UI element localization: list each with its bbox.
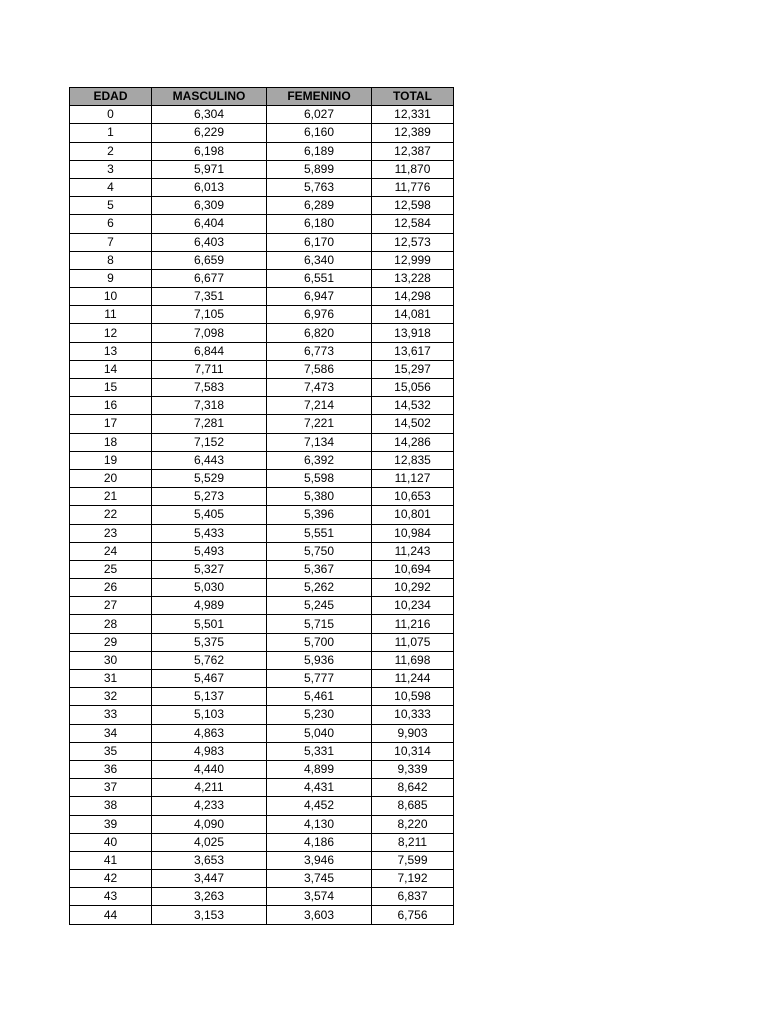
cell-masculino: 5,433 <box>152 524 267 542</box>
cell-edad: 26 <box>70 579 152 597</box>
table-row <box>70 142 454 160</box>
cell-total: 9,339 <box>372 760 454 778</box>
table-row <box>70 760 454 778</box>
cell-total: 10,598 <box>372 688 454 706</box>
cell-femenino: 4,431 <box>267 779 372 797</box>
cell-total: 12,584 <box>372 215 454 233</box>
table-row <box>70 560 454 578</box>
cell-edad: 9 <box>70 269 152 287</box>
cell-masculino: 6,443 <box>152 451 267 469</box>
header-edad: EDAD <box>70 88 152 106</box>
cell-edad: 41 <box>70 851 152 869</box>
cell-masculino: 4,233 <box>152 797 267 815</box>
cell-edad: 38 <box>70 797 152 815</box>
cell-total: 12,598 <box>372 197 454 215</box>
cell-femenino: 6,289 <box>267 197 372 215</box>
cell-femenino: 7,214 <box>267 397 372 415</box>
cell-masculino: 5,030 <box>152 579 267 597</box>
cell-femenino: 4,899 <box>267 760 372 778</box>
table-row <box>70 379 454 397</box>
cell-total: 10,694 <box>372 560 454 578</box>
cell-total: 7,192 <box>372 870 454 888</box>
cell-masculino: 7,583 <box>152 379 267 397</box>
cell-masculino: 3,263 <box>152 888 267 906</box>
cell-edad: 28 <box>70 615 152 633</box>
table-row <box>70 397 454 415</box>
cell-total: 12,999 <box>372 251 454 269</box>
cell-masculino: 7,152 <box>152 433 267 451</box>
cell-edad: 14 <box>70 360 152 378</box>
cell-total: 12,835 <box>372 451 454 469</box>
cell-masculino: 7,281 <box>152 415 267 433</box>
population-table <box>69 87 454 925</box>
cell-masculino: 5,762 <box>152 651 267 669</box>
cell-femenino: 6,392 <box>267 451 372 469</box>
cell-edad: 42 <box>70 870 152 888</box>
cell-femenino: 5,230 <box>267 706 372 724</box>
cell-edad: 6 <box>70 215 152 233</box>
cell-edad: 27 <box>70 597 152 615</box>
cell-edad: 12 <box>70 324 152 342</box>
table-row <box>70 542 454 560</box>
cell-edad: 13 <box>70 342 152 360</box>
cell-edad: 40 <box>70 833 152 851</box>
table-row <box>70 433 454 451</box>
table-row <box>70 360 454 378</box>
table-row <box>70 524 454 542</box>
cell-masculino: 4,983 <box>152 742 267 760</box>
cell-edad: 30 <box>70 651 152 669</box>
cell-edad: 36 <box>70 760 152 778</box>
cell-masculino: 3,153 <box>152 906 267 924</box>
table-row <box>70 251 454 269</box>
cell-femenino: 6,820 <box>267 324 372 342</box>
table-row <box>70 633 454 651</box>
table-row <box>70 888 454 906</box>
table-body <box>70 106 454 924</box>
cell-edad: 16 <box>70 397 152 415</box>
cell-total: 12,573 <box>372 233 454 251</box>
cell-masculino: 7,318 <box>152 397 267 415</box>
cell-masculino: 5,493 <box>152 542 267 560</box>
cell-edad: 8 <box>70 251 152 269</box>
cell-total: 11,244 <box>372 670 454 688</box>
cell-femenino: 4,186 <box>267 833 372 851</box>
header-masculino: MASCULINO <box>152 88 267 106</box>
cell-masculino: 4,440 <box>152 760 267 778</box>
table-row <box>70 742 454 760</box>
cell-total: 14,532 <box>372 397 454 415</box>
cell-masculino: 7,098 <box>152 324 267 342</box>
cell-total: 11,127 <box>372 469 454 487</box>
cell-total: 11,776 <box>372 178 454 196</box>
cell-masculino: 4,090 <box>152 815 267 833</box>
cell-total: 10,314 <box>372 742 454 760</box>
cell-edad: 29 <box>70 633 152 651</box>
cell-edad: 17 <box>70 415 152 433</box>
table-row <box>70 178 454 196</box>
table-row <box>70 415 454 433</box>
cell-femenino: 5,715 <box>267 615 372 633</box>
table-row <box>70 670 454 688</box>
cell-edad: 4 <box>70 178 152 196</box>
table-row <box>70 579 454 597</box>
cell-total: 15,297 <box>372 360 454 378</box>
header-femenino: FEMENINO <box>267 88 372 106</box>
table-row <box>70 160 454 178</box>
cell-masculino: 6,404 <box>152 215 267 233</box>
table-row <box>70 269 454 287</box>
cell-masculino: 6,013 <box>152 178 267 196</box>
cell-femenino: 5,700 <box>267 633 372 651</box>
cell-masculino: 5,327 <box>152 560 267 578</box>
cell-total: 14,286 <box>372 433 454 451</box>
cell-total: 10,653 <box>372 488 454 506</box>
cell-femenino: 6,189 <box>267 142 372 160</box>
cell-total: 12,389 <box>372 124 454 142</box>
cell-femenino: 6,773 <box>267 342 372 360</box>
cell-masculino: 5,273 <box>152 488 267 506</box>
cell-femenino: 5,750 <box>267 542 372 560</box>
cell-masculino: 4,211 <box>152 779 267 797</box>
table-row <box>70 469 454 487</box>
cell-masculino: 5,529 <box>152 469 267 487</box>
cell-masculino: 6,198 <box>152 142 267 160</box>
table-row <box>70 706 454 724</box>
cell-femenino: 5,551 <box>267 524 372 542</box>
cell-edad: 31 <box>70 670 152 688</box>
cell-total: 11,075 <box>372 633 454 651</box>
cell-edad: 34 <box>70 724 152 742</box>
cell-femenino: 5,262 <box>267 579 372 597</box>
cell-femenino: 4,130 <box>267 815 372 833</box>
cell-total: 13,228 <box>372 269 454 287</box>
table-row <box>70 233 454 251</box>
table-row <box>70 451 454 469</box>
cell-masculino: 4,025 <box>152 833 267 851</box>
table-header-row <box>70 88 454 106</box>
cell-edad: 39 <box>70 815 152 833</box>
cell-total: 7,599 <box>372 851 454 869</box>
cell-total: 10,984 <box>372 524 454 542</box>
cell-masculino: 4,989 <box>152 597 267 615</box>
table-row <box>70 688 454 706</box>
cell-edad: 10 <box>70 288 152 306</box>
cell-edad: 32 <box>70 688 152 706</box>
cell-total: 10,801 <box>372 506 454 524</box>
cell-total: 9,903 <box>372 724 454 742</box>
cell-edad: 44 <box>70 906 152 924</box>
cell-femenino: 6,160 <box>267 124 372 142</box>
table-row <box>70 851 454 869</box>
cell-total: 10,292 <box>372 579 454 597</box>
cell-femenino: 3,603 <box>267 906 372 924</box>
table-row <box>70 215 454 233</box>
cell-femenino: 5,367 <box>267 560 372 578</box>
cell-femenino: 6,340 <box>267 251 372 269</box>
cell-total: 8,642 <box>372 779 454 797</box>
cell-femenino: 5,936 <box>267 651 372 669</box>
cell-edad: 22 <box>70 506 152 524</box>
cell-total: 12,331 <box>372 106 454 124</box>
cell-masculino: 6,677 <box>152 269 267 287</box>
table-row <box>70 106 454 124</box>
cell-femenino: 6,027 <box>267 106 372 124</box>
cell-masculino: 3,653 <box>152 851 267 869</box>
cell-femenino: 5,899 <box>267 160 372 178</box>
cell-total: 11,870 <box>372 160 454 178</box>
cell-total: 13,918 <box>372 324 454 342</box>
table-row <box>70 615 454 633</box>
cell-edad: 3 <box>70 160 152 178</box>
table-row <box>70 833 454 851</box>
cell-femenino: 3,574 <box>267 888 372 906</box>
cell-femenino: 5,461 <box>267 688 372 706</box>
cell-edad: 0 <box>70 106 152 124</box>
cell-edad: 11 <box>70 306 152 324</box>
cell-femenino: 7,134 <box>267 433 372 451</box>
cell-femenino: 5,763 <box>267 178 372 196</box>
cell-femenino: 5,380 <box>267 488 372 506</box>
cell-total: 6,756 <box>372 906 454 924</box>
table-row <box>70 797 454 815</box>
cell-total: 11,216 <box>372 615 454 633</box>
table-row <box>70 342 454 360</box>
table-row <box>70 288 454 306</box>
cell-edad: 1 <box>70 124 152 142</box>
table-row <box>70 197 454 215</box>
cell-femenino: 7,473 <box>267 379 372 397</box>
cell-edad: 24 <box>70 542 152 560</box>
cell-femenino: 6,180 <box>267 215 372 233</box>
cell-total: 11,698 <box>372 651 454 669</box>
cell-masculino: 7,105 <box>152 306 267 324</box>
cell-edad: 19 <box>70 451 152 469</box>
cell-edad: 37 <box>70 779 152 797</box>
cell-total: 12,387 <box>372 142 454 160</box>
cell-edad: 2 <box>70 142 152 160</box>
cell-edad: 23 <box>70 524 152 542</box>
cell-femenino: 3,946 <box>267 851 372 869</box>
table-row <box>70 597 454 615</box>
cell-edad: 18 <box>70 433 152 451</box>
table-row <box>70 870 454 888</box>
cell-total: 13,617 <box>372 342 454 360</box>
cell-masculino: 5,405 <box>152 506 267 524</box>
cell-femenino: 5,396 <box>267 506 372 524</box>
cell-edad: 7 <box>70 233 152 251</box>
cell-total: 10,234 <box>372 597 454 615</box>
cell-femenino: 4,452 <box>267 797 372 815</box>
cell-total: 8,220 <box>372 815 454 833</box>
cell-femenino: 7,586 <box>267 360 372 378</box>
cell-masculino: 5,467 <box>152 670 267 688</box>
cell-femenino: 6,976 <box>267 306 372 324</box>
table-row <box>70 815 454 833</box>
cell-total: 10,333 <box>372 706 454 724</box>
cell-femenino: 5,598 <box>267 469 372 487</box>
table-row <box>70 779 454 797</box>
table-row <box>70 724 454 742</box>
cell-femenino: 5,331 <box>267 742 372 760</box>
cell-total: 14,502 <box>372 415 454 433</box>
cell-femenino: 3,745 <box>267 870 372 888</box>
table-row <box>70 124 454 142</box>
cell-masculino: 6,844 <box>152 342 267 360</box>
cell-masculino: 4,863 <box>152 724 267 742</box>
cell-edad: 5 <box>70 197 152 215</box>
cell-masculino: 6,229 <box>152 124 267 142</box>
cell-total: 15,056 <box>372 379 454 397</box>
cell-masculino: 3,447 <box>152 870 267 888</box>
cell-femenino: 6,947 <box>267 288 372 306</box>
cell-edad: 21 <box>70 488 152 506</box>
cell-masculino: 6,304 <box>152 106 267 124</box>
cell-masculino: 5,103 <box>152 706 267 724</box>
table-row <box>70 306 454 324</box>
cell-femenino: 5,040 <box>267 724 372 742</box>
cell-masculino: 7,711 <box>152 360 267 378</box>
cell-masculino: 5,971 <box>152 160 267 178</box>
cell-masculino: 5,501 <box>152 615 267 633</box>
cell-femenino: 5,777 <box>267 670 372 688</box>
cell-masculino: 6,309 <box>152 197 267 215</box>
header-total: TOTAL <box>372 88 454 106</box>
cell-masculino: 6,659 <box>152 251 267 269</box>
cell-femenino: 6,170 <box>267 233 372 251</box>
table-row <box>70 324 454 342</box>
cell-edad: 15 <box>70 379 152 397</box>
cell-masculino: 7,351 <box>152 288 267 306</box>
cell-femenino: 7,221 <box>267 415 372 433</box>
cell-total: 11,243 <box>372 542 454 560</box>
cell-edad: 25 <box>70 560 152 578</box>
table-row <box>70 651 454 669</box>
cell-total: 14,298 <box>372 288 454 306</box>
table-row <box>70 488 454 506</box>
cell-edad: 33 <box>70 706 152 724</box>
cell-total: 8,685 <box>372 797 454 815</box>
cell-total: 14,081 <box>372 306 454 324</box>
cell-edad: 20 <box>70 469 152 487</box>
cell-femenino: 6,551 <box>267 269 372 287</box>
cell-masculino: 6,403 <box>152 233 267 251</box>
cell-femenino: 5,245 <box>267 597 372 615</box>
cell-edad: 35 <box>70 742 152 760</box>
cell-total: 8,211 <box>372 833 454 851</box>
cell-masculino: 5,137 <box>152 688 267 706</box>
cell-total: 6,837 <box>372 888 454 906</box>
table-row <box>70 506 454 524</box>
cell-masculino: 5,375 <box>152 633 267 651</box>
cell-edad: 43 <box>70 888 152 906</box>
table-row <box>70 906 454 924</box>
